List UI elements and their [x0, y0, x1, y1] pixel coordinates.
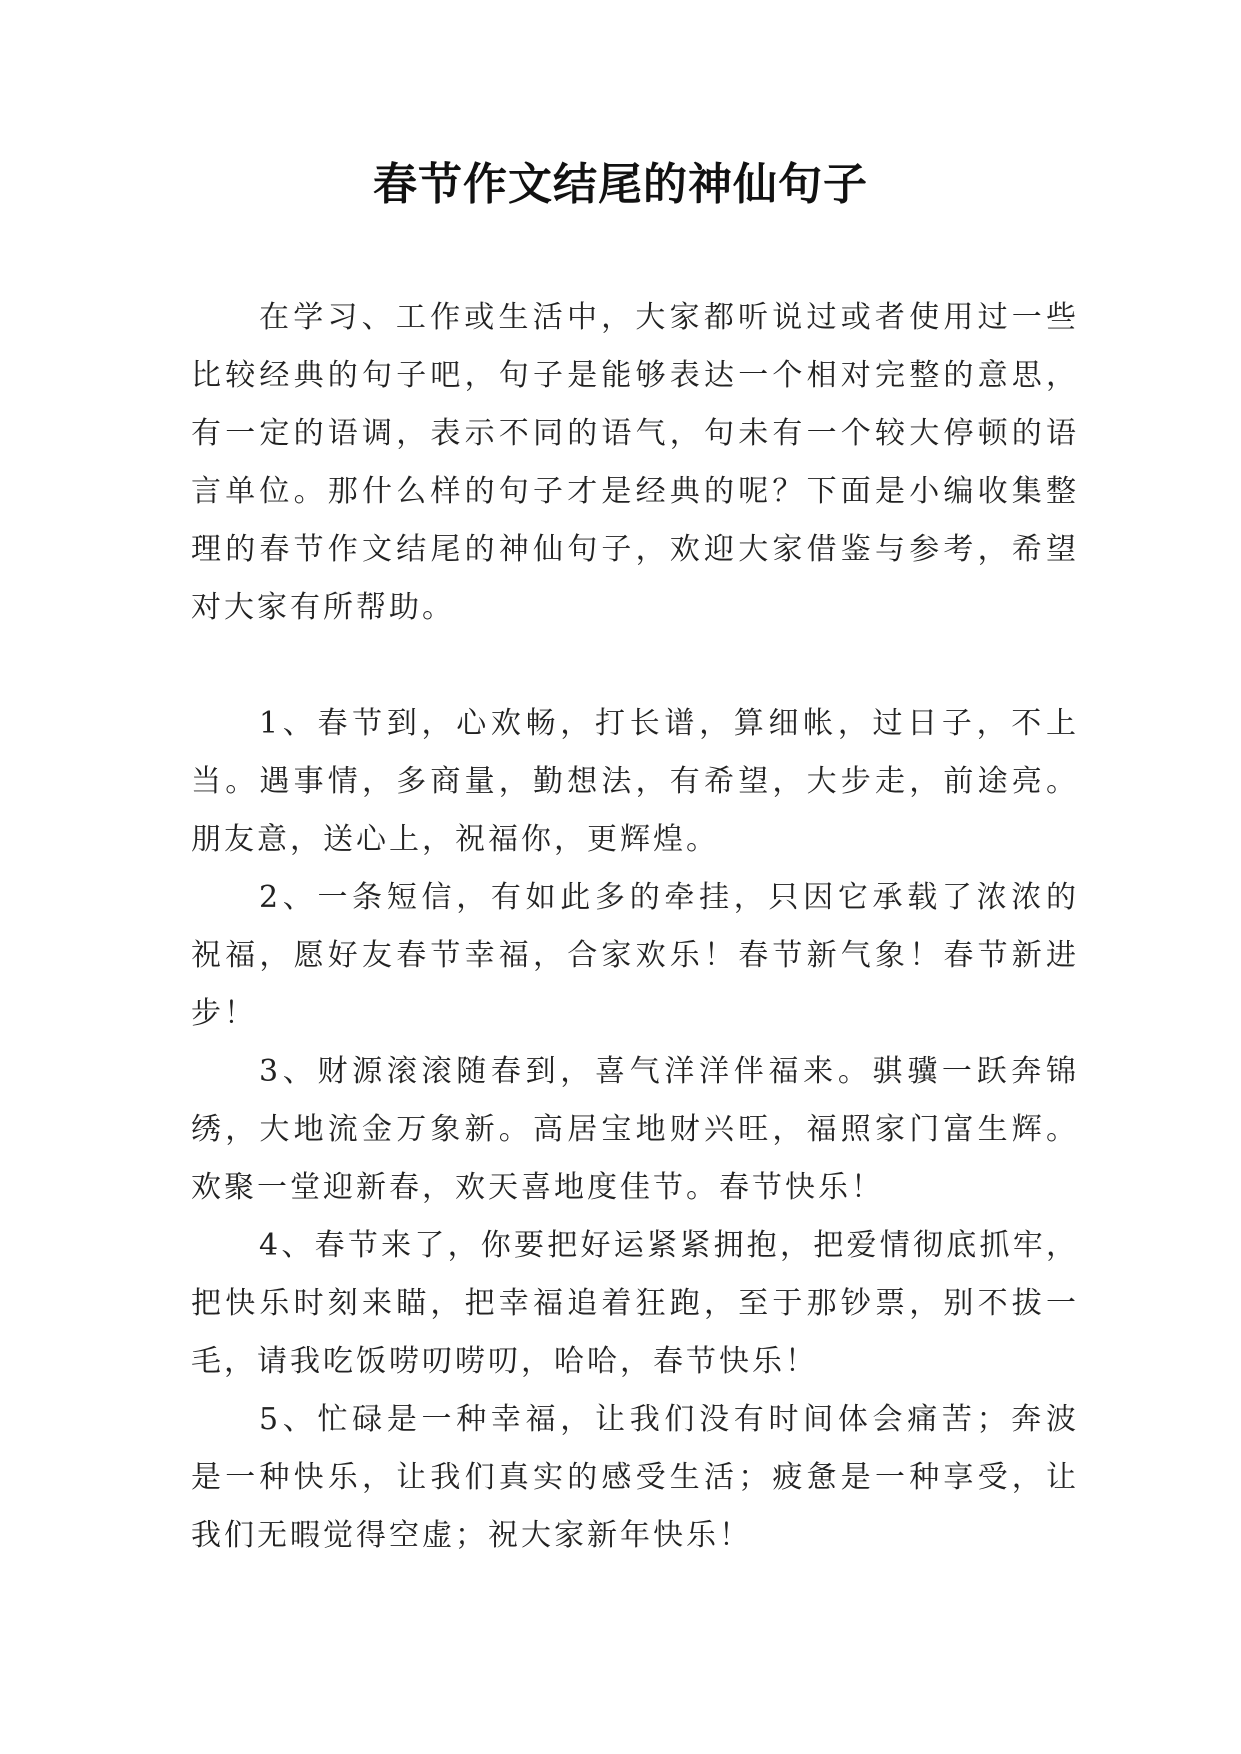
- text-line: 在学习、工作或生活中，大家都听说过或者使用过一些: [259, 300, 1078, 335]
- text-line: 步！: [191, 996, 257, 1031]
- list-item-paragraph: [191, 1217, 1078, 1391]
- text-line: 对大家有所帮助。: [191, 590, 455, 625]
- text-line: 1、春节到，心欢畅，打长谱，算细帐，过日子，不上: [259, 706, 1078, 741]
- document-body: [191, 289, 1078, 1565]
- text-line: 4、春节来了，你要把好运紧紧拥抱，把爱情彻底抓牢，: [259, 1228, 1078, 1263]
- text-line: 言单位。那什么样的句子才是经典的呢？下面是小编收集整: [191, 474, 1078, 509]
- text-line: 3、财源滚滚随春到，喜气洋洋伴福来。骐骥一跃奔锦: [259, 1054, 1078, 1089]
- text-line: 把快乐时刻来瞄，把幸福追着狂跑，至于那钞票，别不拔一: [191, 1286, 1078, 1321]
- list-item-paragraph: [191, 1043, 1078, 1217]
- list-item-paragraph: [191, 869, 1078, 1043]
- text-line: 绣，大地流金万象新。高居宝地财兴旺，福照家门富生辉。: [191, 1112, 1078, 1147]
- text-line: 我们无暇觉得空虚；祝大家新年快乐！: [191, 1518, 752, 1553]
- text-line: 欢聚一堂迎新春，欢天喜地度佳节。春节快乐！: [191, 1170, 884, 1205]
- text-line: 祝福，愿好友春节幸福，合家欢乐！春节新气象！春节新进: [191, 938, 1078, 973]
- text-line: 当。遇事情，多商量，勤想法，有希望，大步走，前途亮。: [191, 764, 1078, 799]
- text-line: 5、忙碌是一种幸福，让我们没有时间体会痛苦；奔波: [259, 1402, 1078, 1437]
- text-line: 朋友意，送心上，祝福你，更辉煌。: [191, 822, 719, 857]
- text-line: 毛，请我吃饭唠叨唠叨，哈哈，春节快乐！: [191, 1344, 818, 1379]
- text-line: 是一种快乐，让我们真实的感受生活；疲惫是一种享受，让: [191, 1460, 1078, 1495]
- text-line: 2、一条短信，有如此多的牵挂，只因它承载了浓浓的: [259, 880, 1078, 915]
- list-item-paragraph: [191, 695, 1078, 869]
- text-line: 理的春节作文结尾的神仙句子，欢迎大家借鉴与参考，希望: [191, 532, 1078, 567]
- list-item-paragraph: [191, 1391, 1078, 1565]
- intro-paragraph: [191, 289, 1078, 637]
- document-title: 春节作文结尾的神仙句子: [373, 159, 868, 210]
- text-line: 有一定的语调，表示不同的语气，句未有一个较大停顿的语: [191, 416, 1078, 451]
- text-line: 比较经典的句子吧，句子是能够表达一个相对完整的意思，: [191, 358, 1078, 393]
